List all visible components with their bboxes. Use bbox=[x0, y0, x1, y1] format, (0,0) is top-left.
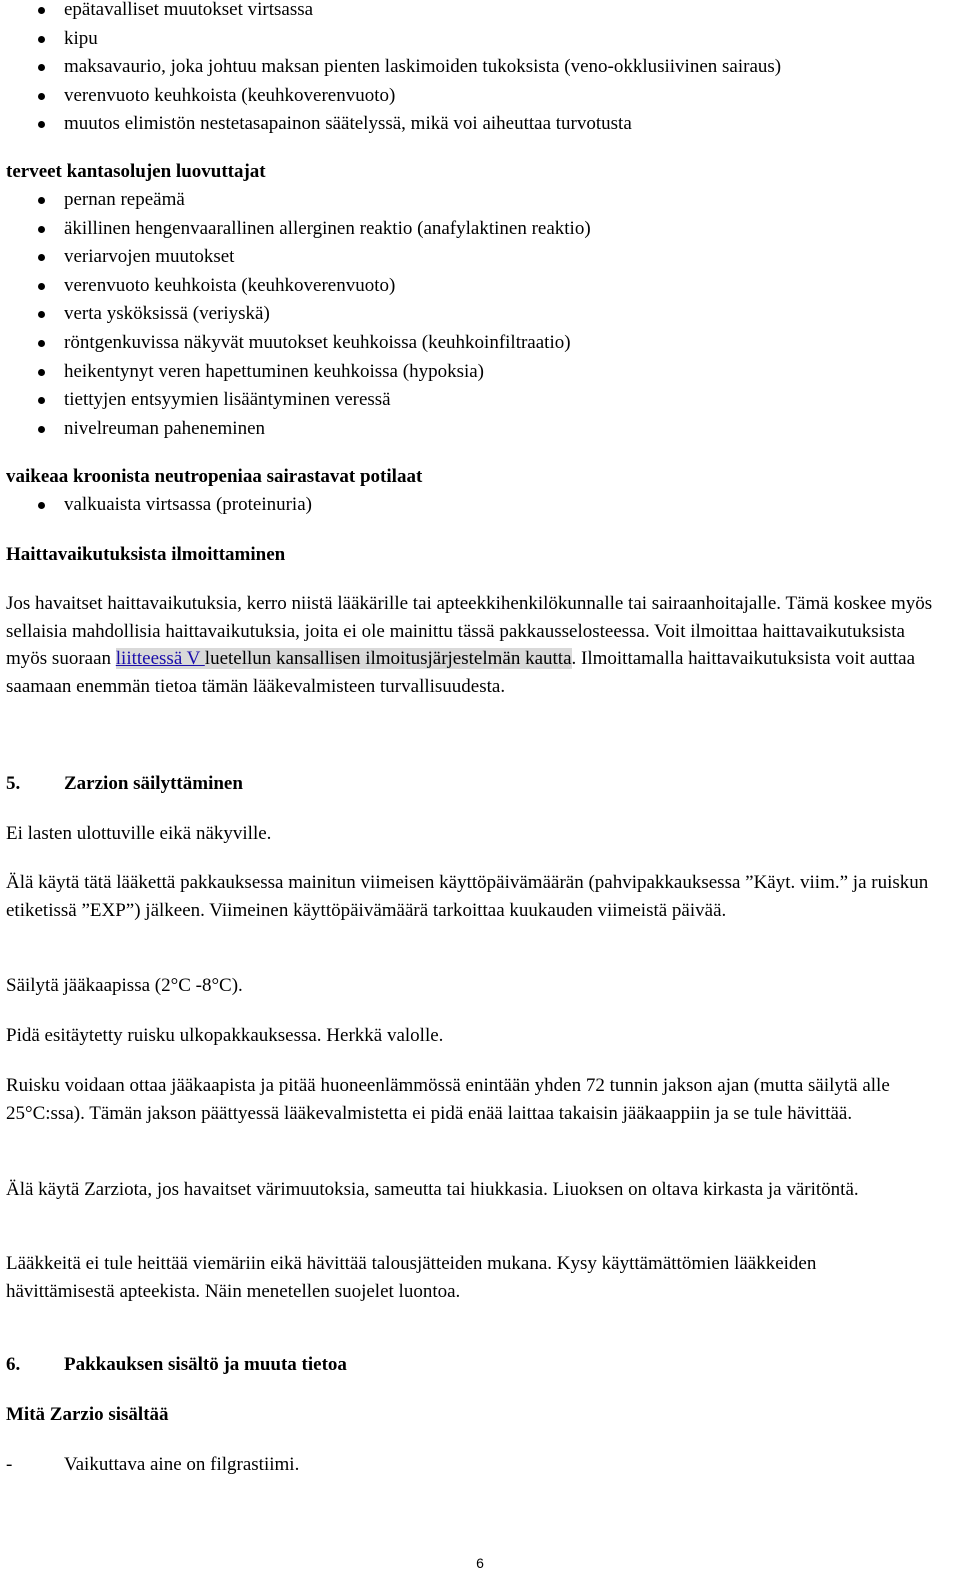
bullet-icon bbox=[38, 197, 45, 204]
list-item: maksavaurio, joka johtuu maksan pienten laskimoiden tukoksista (veno-okklusiivinen sairaus) bbox=[6, 53, 956, 82]
list-item: verta ysköksissä (veriyskä) bbox=[6, 300, 956, 329]
bullet-icon bbox=[38, 7, 45, 14]
bullet-icon bbox=[38, 283, 45, 290]
bullet-icon bbox=[38, 64, 45, 71]
bullet-icon bbox=[38, 121, 45, 128]
bullet-icon bbox=[38, 502, 45, 509]
heading-reporting: Haittavaikutuksista ilmoittaminen bbox=[6, 544, 286, 565]
bullet-icon bbox=[38, 254, 45, 261]
bullet-icon bbox=[38, 226, 45, 233]
list-item: valkuaista virtsassa (proteinuria) bbox=[6, 491, 956, 520]
list-item: pernan repeämä bbox=[6, 186, 956, 215]
storage-paragraph: Ei lasten ulottuville eikä näkyville. bbox=[6, 823, 272, 844]
list-item: - Vaikuttava aine on filgrastiimi. bbox=[6, 1454, 300, 1475]
bullet-icon bbox=[38, 426, 45, 433]
bullet-icon bbox=[38, 311, 45, 318]
list-item: epätavalliset muutokset virtsassa bbox=[6, 0, 956, 25]
side-effects-list-3 bbox=[6, 491, 956, 520]
annex-v-link[interactable]: liitteessä V bbox=[115, 648, 205, 669]
bullet-icon bbox=[38, 36, 45, 43]
list-item: verenvuoto keuhkoista (keuhkoverenvuoto) bbox=[6, 272, 956, 301]
storage-paragraph: Säilytä jääkaapissa (2°C -8°C). bbox=[6, 975, 243, 996]
heading-contains: Mitä Zarzio sisältää bbox=[6, 1404, 169, 1425]
storage-paragraph: Ruisku voidaan ottaa jääkaapista ja pitää huoneenlämmössä enintään yhden 72 tunnin jakson ajan (mutta säilytä alle 25°C:ssa). Tämän jakson päättyessä lääkevalmistetta ei pidä enää laittaa takaisin jääkaappiin ja se tule hävittää. bbox=[6, 1075, 890, 1124]
section-6-heading: 6. Pakkauksen sisältö ja muuta tietoa bbox=[6, 1354, 347, 1375]
storage-paragraph: Älä käytä Zarziota, jos havaitset värimuutoksia, sameutta tai hiukkasia. Liuoksen on oltava kirkasta ja väritöntä. bbox=[6, 1179, 859, 1200]
list-item: verenvuoto keuhkoista (keuhkoverenvuoto) bbox=[6, 82, 956, 111]
list-item: heikentynyt veren hapettuminen keuhkoissa (hypoksia) bbox=[6, 358, 956, 387]
heading-neutropenia: vaikeaa kroonista neutropeniaa sairastavat potilaat bbox=[6, 466, 423, 487]
list-item: äkillinen hengenvaarallinen allerginen reaktio (anafylaktinen reaktio) bbox=[6, 215, 956, 244]
list-item: nivelreuman paheneminen bbox=[6, 415, 956, 444]
bullet-icon bbox=[38, 93, 45, 100]
storage-paragraph: Pidä esitäytetty ruisku ulkopakkauksessa. Herkkä valolle. bbox=[6, 1025, 444, 1046]
reporting-paragraph: Jos havaitset haittavaikutuksia, kerro niistä lääkärille tai apteekkihenkilökunnalle tai sairaanhoitajalle. Tämä koskee myös sellaisia mahdollisia haittavaikutuksia, joita ei ole mainittu tässä pakkausselosteessa. Voit ilmoittaa haittavaikutuksista myös suoraan liitteessä V luetellun kansallisen ilmoitusjärjestelmän kautta. Ilmoittamalla haittavaikutuksista voit auttaa saamaan enemmän tietoa tämän lääkevalmisteen turvallisuudesta. bbox=[6, 593, 933, 697]
list-item: muutos elimistön nestetasapainon säätelyssä, mikä voi aiheuttaa turvotusta bbox=[6, 110, 956, 139]
section-5-heading: 5. Zarzion säilyttäminen bbox=[6, 773, 243, 794]
list-item: kipu bbox=[6, 25, 956, 54]
bullet-icon bbox=[38, 397, 45, 404]
storage-paragraph: Lääkkeitä ei tule heittää viemäriin eikä hävittää talousjätteiden mukana. Kysy käyttämättömien lääkkeiden hävittämisestä apteekista. Näin menetellen suojelet luontoa. bbox=[6, 1253, 817, 1302]
bullet-icon bbox=[38, 369, 45, 376]
list-item: röntgenkuvissa näkyvät muutokset keuhkoissa (keuhkoinfiltraatio) bbox=[6, 329, 956, 358]
page-number: 6 bbox=[476, 1555, 484, 1571]
bullet-icon bbox=[38, 340, 45, 347]
side-effects-list-2 bbox=[6, 186, 956, 443]
side-effects-list-1 bbox=[6, 0, 956, 139]
list-item: veriarvojen muutokset bbox=[6, 243, 956, 272]
list-item: tiettyjen entsyymien lisääntyminen veressä bbox=[6, 386, 956, 415]
heading-donors: terveet kantasolujen luovuttajat bbox=[6, 161, 266, 182]
storage-paragraph: Älä käytä tätä lääkettä pakkauksessa mainitun viimeisen käyttöpäivämäärän (pahvipakkauksessa ”Käyt. viim.” ja ruiskun etiketissä ”EXP”) jälkeen. Viimeinen käyttöpäivämäärä tarkoittaa kuukauden viimeistä päivää. bbox=[6, 872, 929, 921]
